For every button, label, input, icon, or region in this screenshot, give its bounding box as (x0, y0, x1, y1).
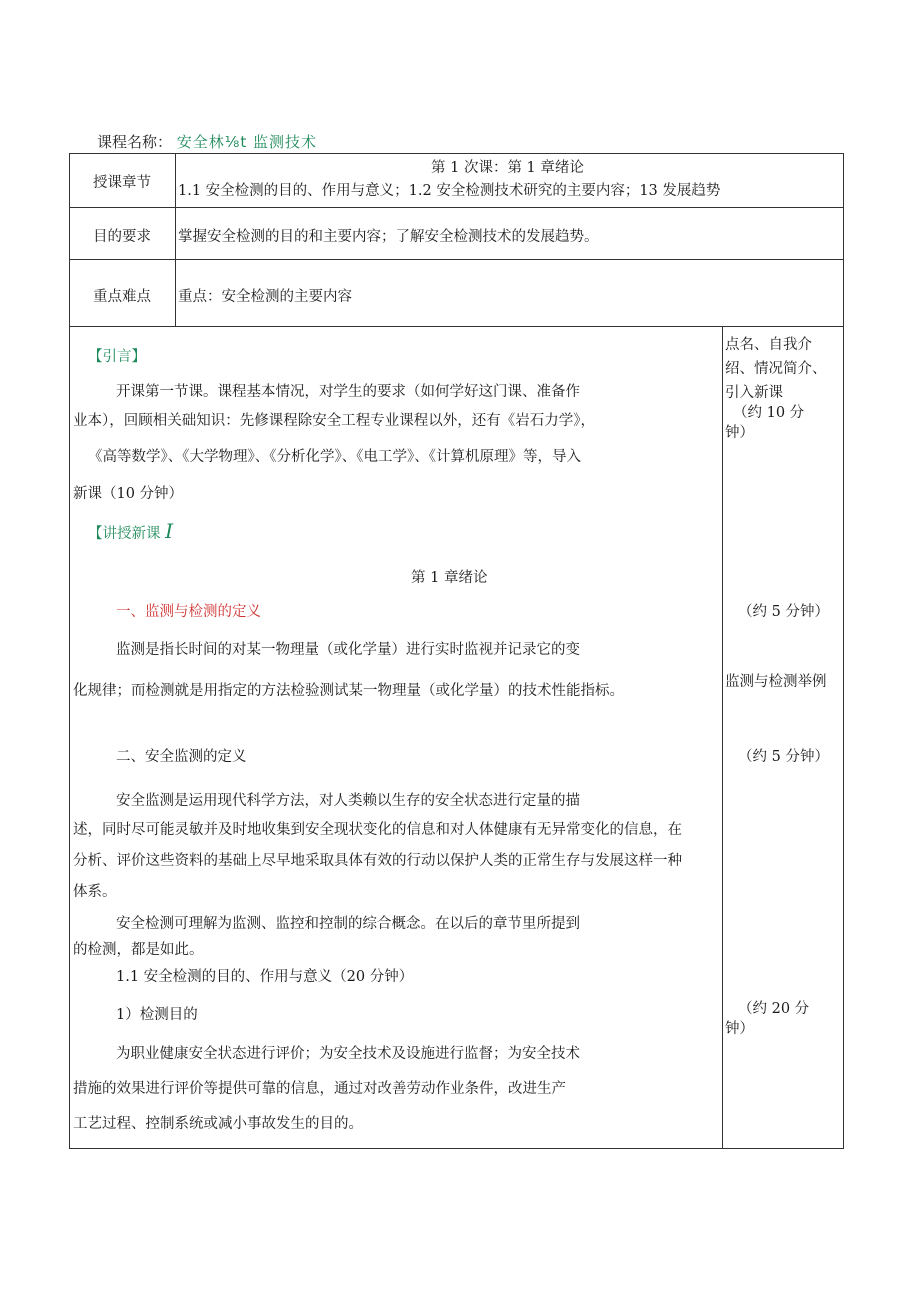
side-note-intro-2: 绍、情况简介、 (725, 361, 827, 377)
intro-line-2: 业本），回顾相关础知识：先修课程除安全工程专业课程以外，还有《岩石力学》， (73, 413, 595, 429)
table-row-divider-2 (69, 259, 844, 260)
intro-line-3: 《高等数学》、《大学物理》、《分析化学》、《电工学》、《计算机原理》等，导入 (88, 449, 581, 465)
side-note-sub11-time-1: （约 20 分 (738, 1001, 810, 1017)
sub11-item: 1）检测目的 (116, 1007, 198, 1023)
row-label-objectives: 目的要求 (93, 229, 151, 245)
side-note-intro-4: （约 10 分 (733, 405, 805, 421)
table-border-bottom (69, 1148, 844, 1149)
chapter-sections-line (178, 179, 720, 200)
side-note-intro-3: 引入新课 (725, 385, 783, 401)
section1-heading: 一、监测与检测的定义 (116, 604, 261, 620)
side-note-section1-example: 监测与检测举例 (725, 674, 827, 690)
side-note-section2-time: （约 5 分钟） (738, 749, 829, 765)
intro-heading: 【引言】 (88, 349, 146, 365)
sub11-line-1: 为职业健康安全状态进行评价；为安全技术及设施进行监督；为安全技术 (116, 1046, 580, 1062)
row-label-key-points: 重点难点 (93, 289, 151, 305)
new-lesson-mark: I (165, 519, 174, 543)
side-note-sub11-time-2: 钟） (725, 1021, 754, 1037)
sub11-heading: 1.1 安全检测的目的、作用与意义（20 分钟） (116, 969, 414, 985)
section2-heading: 二、安全监测的定义 (116, 749, 247, 765)
course-name-line (97, 131, 317, 152)
table-row-divider-1 (69, 207, 844, 208)
lesson-number-text: 第 1 次课：第 1 章绪论 (431, 160, 584, 176)
sub11-line-2: 措施的效果进行评价等提供可靠的信息，通过对改善劳动作业条件，改进生产 (73, 1081, 566, 1097)
section2b-line-1: 安全检测可理解为监测、监控和控制的综合概念。在以后的章节里所提到 (116, 916, 580, 932)
course-name-label: 课程名称： (97, 133, 173, 151)
new-lesson-heading-text: 【讲授新课 (88, 526, 161, 542)
side-note-section1-time: （约 5 分钟） (738, 604, 829, 620)
intro-line-1: 开课第一节课。课程基本情况，对学生的要求（如何学好这门课、准备作 (116, 384, 580, 400)
side-note-intro-1: 点名、自我介 (725, 337, 812, 353)
table-border-left (69, 153, 70, 1149)
sub11-line-3: 工艺过程、控制系统或减小事故发生的目的。 (73, 1116, 363, 1132)
side-notes-divider (722, 326, 723, 1149)
section1-line-2: 化规律；而检测就是用指定的方法检验测试某一物理量（或化学量）的技术性能指标。 (73, 683, 624, 699)
chapter-title: 第 1 章绪论 (411, 570, 488, 586)
key-points-text: 重点：安全检测的主要内容 (178, 289, 352, 305)
chapter-sections-text: 1.1 安全检测的目的、作用与意义；1.2 安全检测技术研究的主要内容；13 发展趋势 (178, 183, 721, 199)
section2-line-3: 分析、评价这些资料的基础上尽早地采取具体有效的行动以保护人类的正常生存与发展这样一种 (73, 853, 682, 869)
section2-line-1: 安全监测是运用现代科学方法，对人类赖以生存的安全状态进行定量的描 (116, 793, 580, 809)
section2b-line-2: 的检测，都是如此。 (73, 942, 204, 958)
intro-line-4: 新课（10 分钟） (73, 486, 184, 502)
row-label-teaching-chapter: 授课章节 (93, 175, 151, 191)
section2-line-4: 体系。 (73, 884, 117, 900)
table-border-right (843, 153, 844, 1149)
section2-line-2: 述，同时尽可能灵敏并及时地收集到安全现状变化的信息和对人体健康有无异常变化的信息，在 (73, 822, 682, 838)
table-border-top (69, 153, 844, 154)
course-name-value: 安全林⅛t 监测技术 (176, 133, 317, 151)
section1-line-1: 监测是指长时间的对某一物理量（或化学量）进行实时监视并记录它的变 (116, 642, 580, 658)
objectives-text: 掌握安全检测的目的和主要内容；了解安全检测技术的发展趋势。 (178, 229, 599, 245)
side-note-intro-5: 钟） (725, 425, 754, 441)
table-row-divider-3 (69, 326, 844, 327)
lesson-number-line (431, 156, 584, 177)
new-lesson-heading (88, 519, 173, 543)
header-label-divider (175, 153, 176, 327)
